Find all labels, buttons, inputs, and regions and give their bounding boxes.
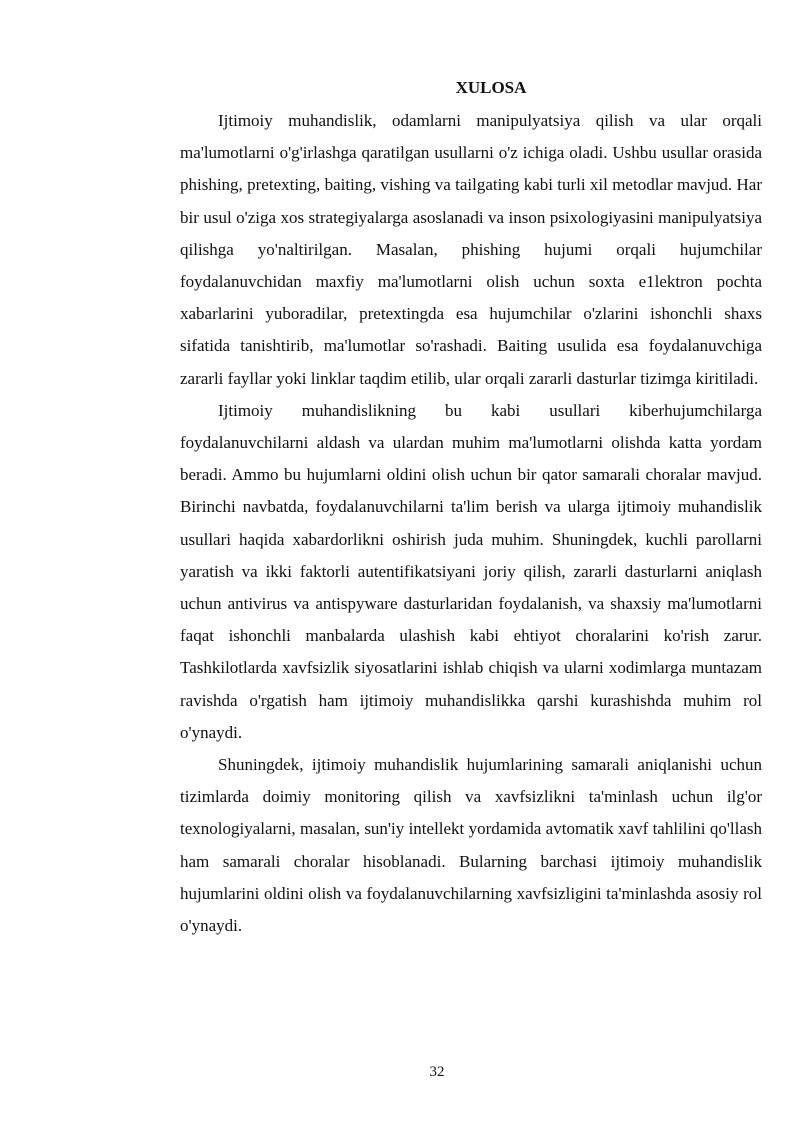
page-title: XULOSA [455,78,527,97]
paragraph-3: Shuningdek, ijtimoiy muhandislik hujumlarining samarali aniqlanishi uchun tizimlarda doimiy monitoring qilish va xavfsizlikni ta'minlash uchun ilg'or texnologiyalarni, masalan, sun'iy intellekt yordamida avtomatik xavf tahlilini qo'llash ham samarali choralar hisoblanadi. Bularning barchasi ijtimoiy muhandislik hujumlarini oldini olish va foydalanuvchilarning xavfsizligini ta'minlashda asosiy rol o'ynaydi. [180,755,762,936]
page-number: 32 [429,1064,445,1080]
paragraph-1: Ijtimoiy muhandislik, odamlarni manipulyatsiya qilish va ular orqali ma'lumotlarni o'g'irlashga qaratilgan usullarni o'z ichiga oladi. Ushbu usullar orasida phishing, pretexting, baiting, vishing va tailgating kabi turli xil metodlar mavjud. Har bir usul o'ziga xos strategiyalarga asoslanadi va inson psixologiyasini manipulyatsiya qilishga yo'naltirilgan. Masalan, phishing hujumi orqali hujumchilar foydalanuvchidan maxfiy ma'lumotlarni olish uchun soxta e1lektron pochta xabarlarini yuboradilar, pretextingda esa hujumchilar o'zlarini ishonchli shaxs sifatida tanishtirib, ma'lumotlar so'rashadi. Baiting usulida esa foydalanuvchiga zararli fayllar yoki linklar taqdim etilib, ular orqali zararli dasturlar tizimga kiritiladi. [180,111,762,388]
paragraph-2: Ijtimoiy muhandislikning bu kabi usullari kiberhujumchilarga foydalanuvchilarni aldash va ulardan muhim ma'lumotlarni olishda katta yordam beradi. Ammo bu hujumlarni oldini olish uchun bir qator samarali choralar mavjud. Birinchi navbatda, foydalanuvchilarni ta'lim berish va ularga ijtimoiy muhandislik usullari haqida xabardorlikni oshirish juda muhim. Shuningdek, kuchli parollarni yaratish va ikki faktorli autentifikatsiyani joriy qilish, zararli dasturlarni aniqlash uchun antivirus va antispyware dasturlaridan foydalanish, va shaxsiy ma'lumotlarni faqat ishonchli manbalarda ulashish kabi ehtiyot choralarini ko'rish zarur. Tashkilotlarda xavfsizlik siyosatlarini ishlab chiqish va ularni xodimlarga muntazam ravishda o'rgatish ham ijtimoiy muhandislikka qarshi kurashishda muhim rol o'ynaydi. [180,400,762,742]
document-page [180,72,762,942]
